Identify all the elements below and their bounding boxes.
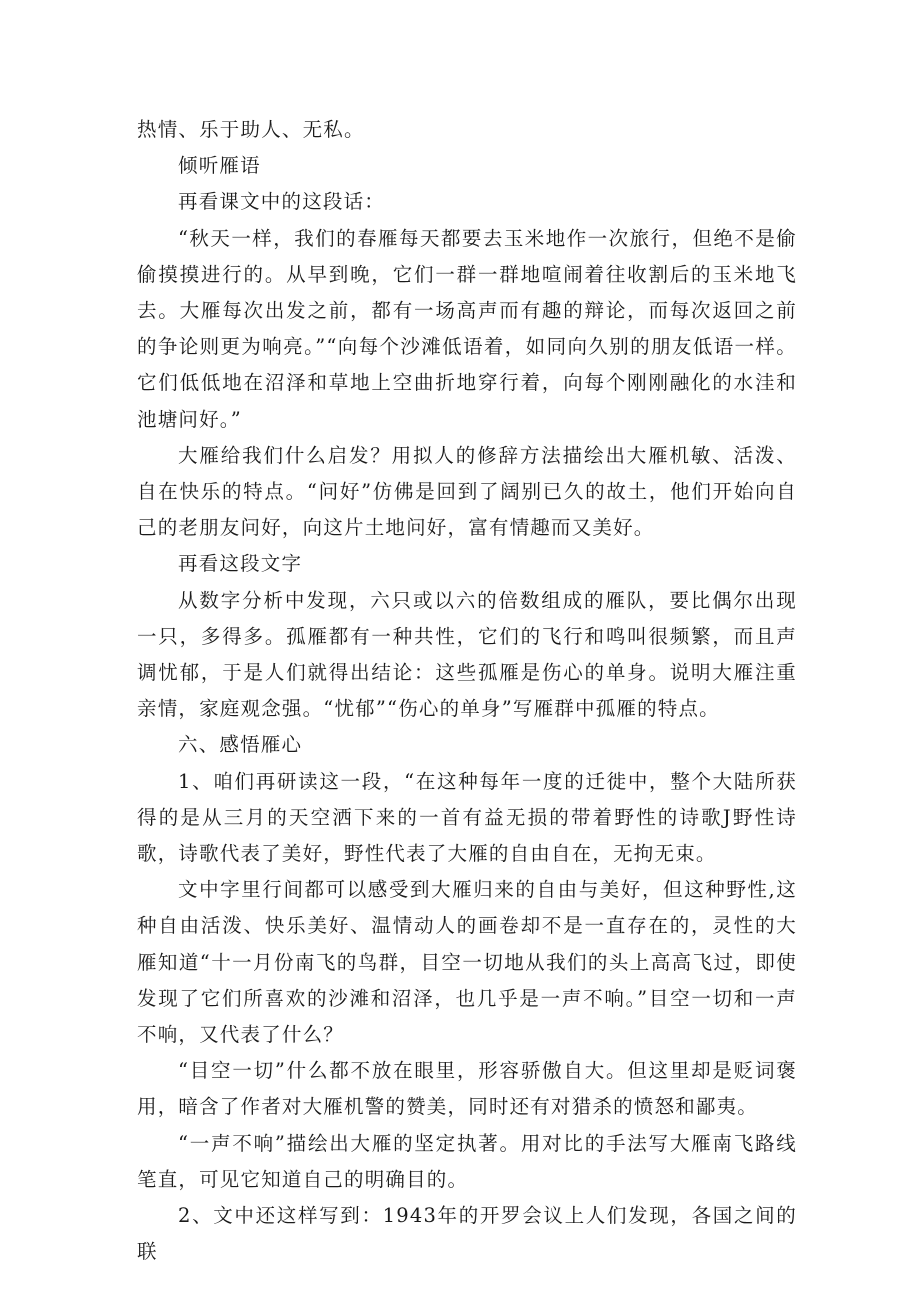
paragraph-quote: “秋天一样，我们的春雁每天都要去玉米地作一次旅行，但绝不是偷偷摸摸进行的。从早到晚，它们一群一群地喧闹着往收割后的玉米地飞去。大雁每次出发之前，都有一场高声而有趣的辩论，而每次返回之前的争论则更为响亮。”“向每个沙滩低语着，如同向久别的朋友低语一样。它们低低地在沼泽和草地上空曲折地穿行着，向每个刚刚融化的水洼和池塘问好。” bbox=[137, 226, 797, 431]
section-heading-listen: 倾听雁语 bbox=[178, 154, 261, 178]
paragraph-silence: “一声不响”描绘出大雁的坚定执著。用对比的手法写大雁南飞路线笔直，可见它知道自己的明确目的。 bbox=[137, 1131, 797, 1191]
paragraph-analysis: 大雁给我们什么启发？用拟人的修辞方法描绘出大雁机敏、活泼、自在快乐的特点。“问好”仿佛是回到了阔别已久的故土，他们开始向自己的老朋友问好，向这片土地问好，富有情趣而又美好。 bbox=[137, 443, 797, 540]
paragraph-freedom: 文中字里行间都可以感受到大雁归来的自由与美好，但这种野性,这种自由活泼、快乐美好、温情动人的画卷却不是一直存在的，灵性的大雁知道“十一月份南飞的鸟群，目空一切地从我们的头上高高飞过，即使发现了它们所喜欢的沙滩和沼泽，也几乎是一声不响。”目空一切和一声不响，又代表了什么？ bbox=[137, 878, 797, 1047]
section-heading-reread: 再看这段文字 bbox=[178, 552, 303, 576]
paragraph-numbers: 从数字分析中发现，六只或以六的倍数组成的雁队，要比偶尔出现一只，多得多。孤雁都有一种共性，它们的飞行和鸣叫很频繁，而且声调忧郁，于是人们就得出结论：这些孤雁是伤心的单身。说明大雁注重亲情，家庭观念强。“忧郁”“伤心的单身”写雁群中孤雁的特点。 bbox=[137, 588, 797, 721]
paragraph-arrogance: “目空一切”什么都不放在眼里，形容骄傲自大。但这里却是贬词褒用，暗含了作者对大雁机警的赞美，同时还有对猎杀的愤怒和鄙夷。 bbox=[137, 1059, 797, 1119]
paragraph-continuation: 热情、乐于助人、无私。 bbox=[137, 118, 365, 141]
document-body bbox=[137, 112, 797, 1271]
paragraph-intro: 再看课文中的这段话： bbox=[178, 190, 386, 214]
section-heading-six: 六、感悟雁心 bbox=[178, 733, 303, 757]
paragraph-point-1: 1、咱们再研读这一段，“在这种每年一度的迁徙中，整个大陆所获得的是从三月的天空洒下来的一首有益无损的带着野性的诗歌J野性诗歌，诗歌代表了美好，野性代表了大雁的自由自在，无拘无束。 bbox=[137, 769, 797, 866]
paragraph-point-2: 2、文中还这样写到：1943年的开罗会议上人们发现，各国之间的联 bbox=[137, 1204, 797, 1264]
